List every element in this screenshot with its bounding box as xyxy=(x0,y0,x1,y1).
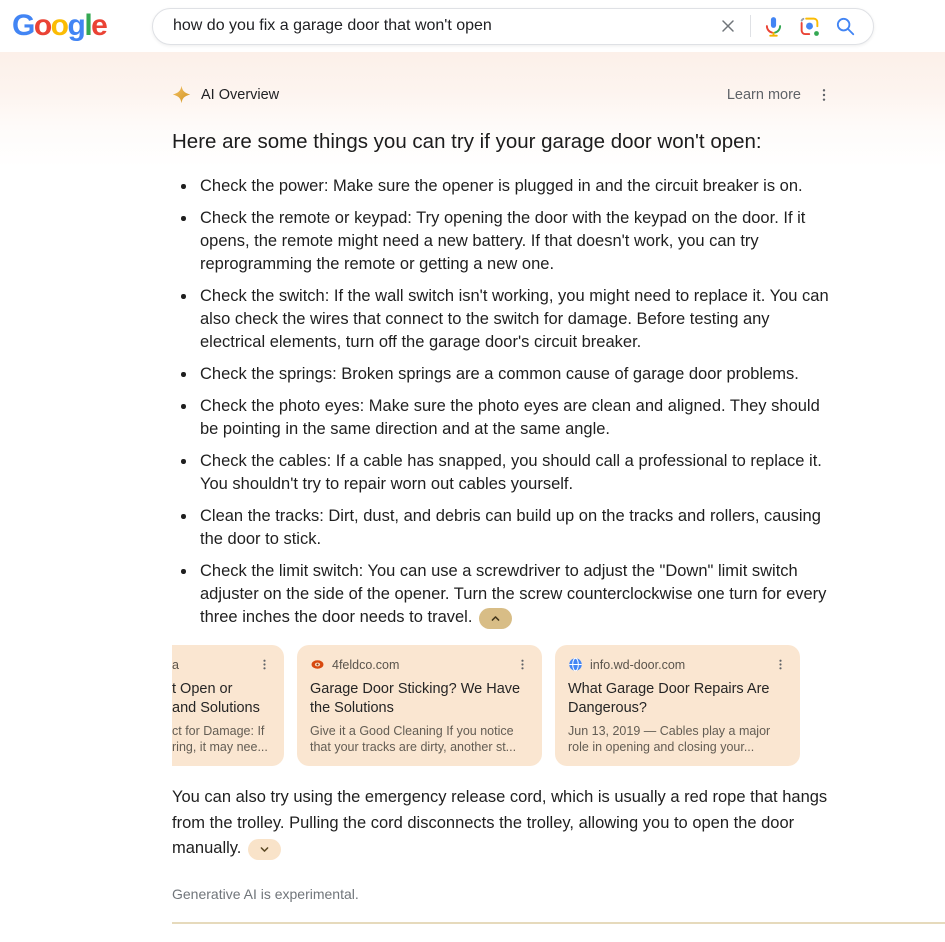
google-logo[interactable] xyxy=(12,9,138,43)
list-item-text: Check the photo eyes: Make sure the photo eyes are clean and aligned. They should be pointing in the same direction and at the same angle. xyxy=(200,397,820,438)
list-item xyxy=(172,505,832,551)
logo-letter: e xyxy=(91,9,107,42)
search-query-text[interactable]: how do you fix a garage door that won't open xyxy=(173,17,492,34)
clear-icon[interactable] xyxy=(710,8,746,44)
logo-letter: G xyxy=(12,9,34,42)
closing-text: You can also try using the emergency release cord, which is usually a red rope that hangs from the trolley. Pulling the cord disconnects the trolley, allowing you to open the door manually. xyxy=(172,788,828,857)
list-item-text: Check the cables: If a cable has snapped, you should call a professional to replace it. You shouldn't try to repair worn out cables yourself. xyxy=(200,452,822,493)
list-item-text: Check the limit switch: You can use a screwdriver to adjust the "Down" limit switch adjuster on the side of the opener. Turn the screw counterclockwise one turn for every three inches the door needs to travel. xyxy=(200,562,827,626)
collapse-section-button[interactable] xyxy=(479,608,512,629)
source-snippet: ct for Damage: If ring, it may nee... xyxy=(172,724,268,754)
source-cards-carousel xyxy=(172,645,945,766)
kebab-menu-icon[interactable] xyxy=(774,657,787,672)
list-item-text: Clean the tracks: Dirt, dust, and debris can build up on the tracks and rollers, causing the door to stick. xyxy=(200,507,821,548)
list-item xyxy=(172,175,832,198)
section-divider xyxy=(172,922,945,924)
list-item-text: Check the remote or keypad: Try opening the door with the keypad on the door. If it opens, the remote might need a new battery. If that doesn't work, you can try reprogramming the remote or getting a new one. xyxy=(200,209,806,273)
expand-section-button[interactable] xyxy=(248,839,281,860)
source-title: What Garage Door Repairs Are Dangerous? xyxy=(568,681,770,716)
search-header xyxy=(0,0,945,52)
logo-letter: l xyxy=(84,9,92,42)
list-item xyxy=(172,363,832,386)
ai-overview-label: AI Overview xyxy=(201,86,280,103)
search-input[interactable] xyxy=(152,8,874,45)
generative-ai-disclaimer: Generative AI is experimental. xyxy=(172,885,359,902)
source-title: t Open or and Solutions xyxy=(172,681,260,716)
list-item xyxy=(172,207,832,276)
google-lens-icon[interactable] xyxy=(791,8,827,44)
source-domain: a xyxy=(172,657,179,672)
bullet-marker xyxy=(181,459,186,464)
4feldco-favicon xyxy=(310,657,325,672)
ai-sparkle-icon xyxy=(172,85,191,104)
kebab-menu-icon[interactable] xyxy=(816,86,832,104)
list-item xyxy=(172,395,832,441)
search-divider xyxy=(750,15,751,37)
bullet-marker xyxy=(181,569,186,574)
bullet-marker xyxy=(181,404,186,409)
ai-overview-header xyxy=(172,52,832,104)
source-title: Garage Door Sticking? We Have the Solutions xyxy=(310,681,521,716)
list-item-text: Check the switch: If the wall switch isn't working, you might need to replace it. You can also check the wires that connect to the switch for damage. Before testing any electrical elements, turn off the garage door's circuit breaker. xyxy=(200,287,829,351)
bullet-marker xyxy=(181,184,186,189)
logo-letter: o xyxy=(33,9,51,42)
ai-closing-paragraph xyxy=(172,785,834,862)
kebab-menu-icon[interactable] xyxy=(258,657,271,672)
list-item xyxy=(172,285,832,354)
chevron-down-icon xyxy=(257,842,272,857)
list-item-text: Check the springs: Broken springs are a common cause of garage door problems. xyxy=(200,365,799,383)
source-domain: 4feldco.com xyxy=(332,657,400,672)
ai-overview-panel xyxy=(0,52,945,942)
source-card-clipped[interactable] xyxy=(172,645,284,766)
source-card[interactable] xyxy=(555,645,800,766)
bullet-marker xyxy=(181,216,186,221)
kebab-menu-icon[interactable] xyxy=(516,657,529,672)
list-item xyxy=(172,450,832,496)
bullet-marker xyxy=(181,372,186,377)
microphone-icon[interactable] xyxy=(755,8,791,44)
globe-favicon xyxy=(568,657,583,672)
list-item-text: Check the power: Make sure the opener is plugged in and the circuit breaker is on. xyxy=(200,177,803,195)
bullet-marker xyxy=(181,294,186,299)
source-domain: info.wd-door.com xyxy=(590,657,686,672)
source-snippet: Jun 13, 2019 — Cables play a major role in opening and closing your... xyxy=(568,724,771,754)
source-card[interactable] xyxy=(297,645,542,766)
ai-answer-heading: Here are some things you can try if your garage door won't open: xyxy=(172,130,762,153)
logo-letter: g xyxy=(67,9,85,42)
source-snippet: Give it a Good Cleaning If you notice that your tracks are dirty, another st... xyxy=(310,724,517,754)
ai-answer-list xyxy=(172,175,832,629)
chevron-up-icon xyxy=(488,611,503,626)
learn-more-link[interactable]: Learn more xyxy=(726,86,801,103)
search-icon[interactable] xyxy=(827,8,863,44)
bullet-marker xyxy=(181,514,186,519)
list-item xyxy=(172,560,832,629)
logo-letter: o xyxy=(50,9,68,42)
